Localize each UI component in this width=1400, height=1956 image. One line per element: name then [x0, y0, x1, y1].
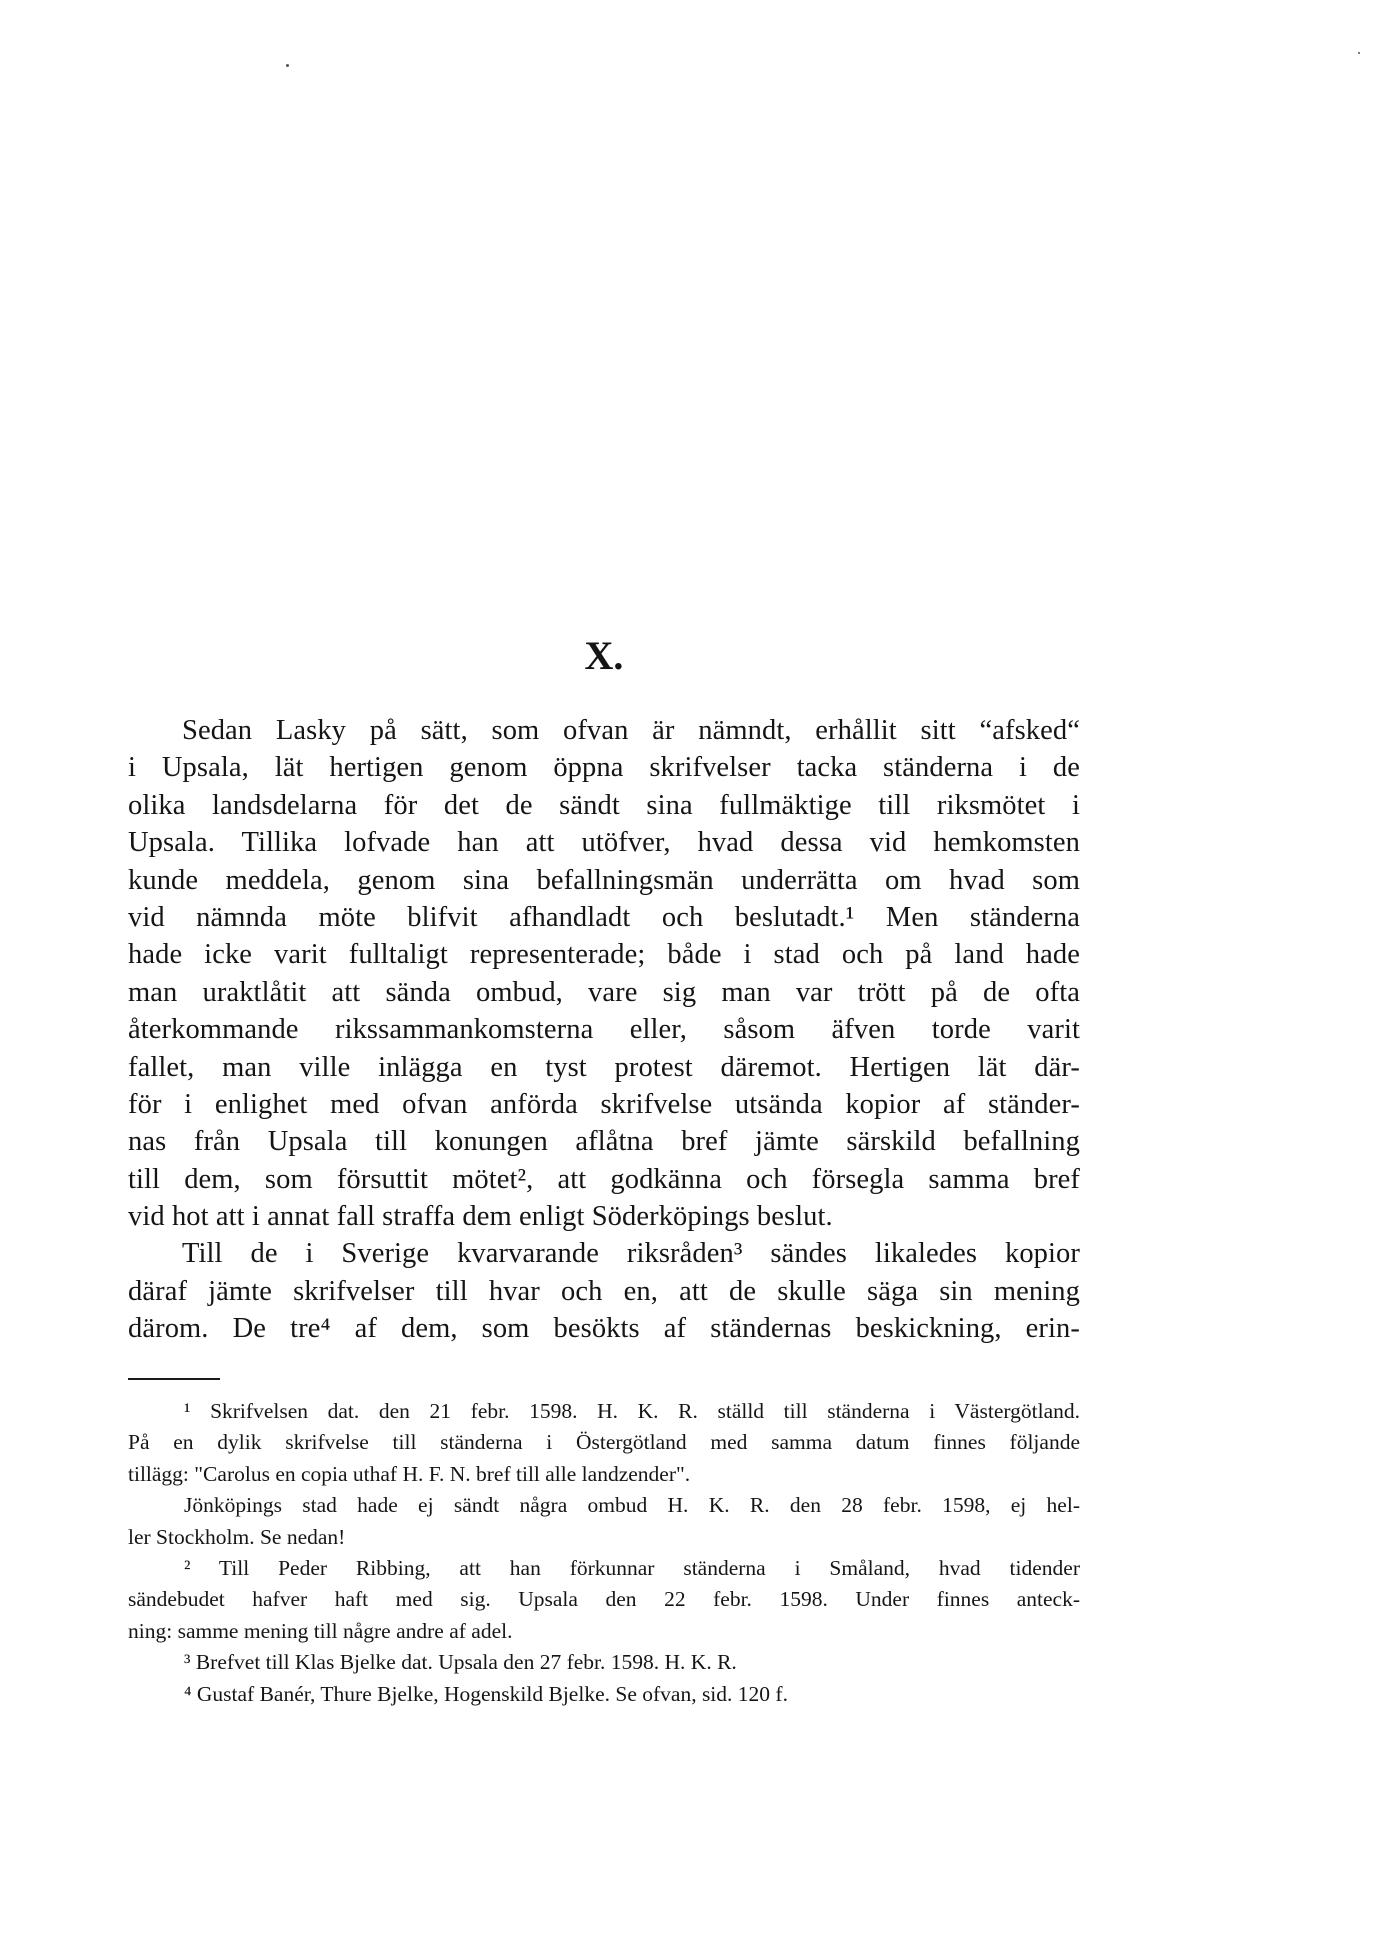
body-line: kunde meddela, genom sina befallningsmän underrätta om hvad som — [128, 864, 1080, 896]
body-line: till dem, som försuttit mötet², att godkänna och försegla samma bref — [128, 1163, 1080, 1195]
footnote-line: tillägg: "Carolus en copia uthaf H. F. N. bref till alle landzender". — [128, 1461, 691, 1486]
body-line: vid hot att i annat fall straffa dem enligt Söderköpings beslut. — [128, 1201, 833, 1233]
body-text — [128, 712, 1080, 1348]
footnotes — [128, 1396, 1080, 1710]
body-line: för i enlighet med ofvan anförda skrifvelse utsända kopior af ständer- — [128, 1088, 1080, 1120]
body-line: man uraktlåtit att sända ombud, vare sig man var trött på de ofta — [128, 976, 1080, 1008]
body-line: Upsala. Tillika lofvade han att utöfver, hvad dessa vid hemkomsten — [128, 827, 1080, 859]
body-line: vid nämnda möte blifvit afhandladt och beslutadt.¹ Men ständerna — [128, 901, 1080, 933]
footnote-line: ² Till Peder Ribbing, att han förkunnar ständerna i Småland, hvad tidender — [184, 1555, 1080, 1580]
footnote-line: Jönköpings stad hade ej sändt några ombud H. K. R. den 28 febr. 1598, ej hel- — [184, 1493, 1080, 1518]
body-line: olika landsdelarna för det de sändt sina fullmäktige till riksmötet i — [128, 789, 1080, 821]
body-line: i Upsala, lät hertigen genom öppna skrifvelser tacka ständerna i de — [128, 752, 1080, 784]
chapter-heading: X. — [584, 633, 624, 678]
body-line: Till de i Sverige kvarvarande riksråden³ sändes likaledes kopior — [182, 1238, 1080, 1270]
paper-speck — [286, 64, 289, 67]
footnote-line: ning: samme mening till någre andre af adel. — [128, 1618, 513, 1643]
body-line: Sedan Lasky på sätt, som ofvan är nämndt, erhållit sitt “afsked“ — [182, 715, 1080, 746]
paper-speck — [1358, 52, 1360, 54]
body-line: däraf jämte skrifvelser till hvar och en, att de skulle säga sin mening — [128, 1275, 1080, 1307]
body-line: nas från Upsala till konungen aflåtna bref jämte särskild befallning — [128, 1126, 1080, 1158]
footnote-line: ¹ Skrifvelsen dat. den 21 febr. 1598. H. K. R. ställd till ständerna i Västergötland. — [184, 1399, 1080, 1423]
body-line: hade icke varit fulltaligt representerade; både i stad och på land hade — [128, 939, 1080, 971]
footnote-separator — [128, 1378, 220, 1380]
footnote-line: ler Stockholm. Se nedan! — [128, 1524, 346, 1549]
body-line: återkommande rikssammankomsterna eller, såsom äfven torde varit — [128, 1014, 1080, 1046]
body-line: fallet, man ville inlägga en tyst protest däremot. Hertigen lät där- — [128, 1051, 1080, 1083]
footnote-line: ³ Brefvet till Klas Bjelke dat. Upsala den 27 febr. 1598. H. K. R. — [184, 1650, 737, 1675]
footnote-line: ⁴ Gustaf Banér, Thure Bjelke, Hogenskild Bjelke. Se ofvan, sid. 120 f. — [184, 1681, 788, 1706]
body-line: därom. De tre⁴ af dem, som besökts af ständernas beskickning, erin- — [128, 1313, 1080, 1345]
footnote-line: sändebudet hafver haft med sig. Upsala den 22 febr. 1598. Under finnes anteck- — [128, 1587, 1080, 1612]
footnote-line: På en dylik skrifvelse till ständerna i Östergötland med samma datum finnes följande — [128, 1430, 1080, 1455]
